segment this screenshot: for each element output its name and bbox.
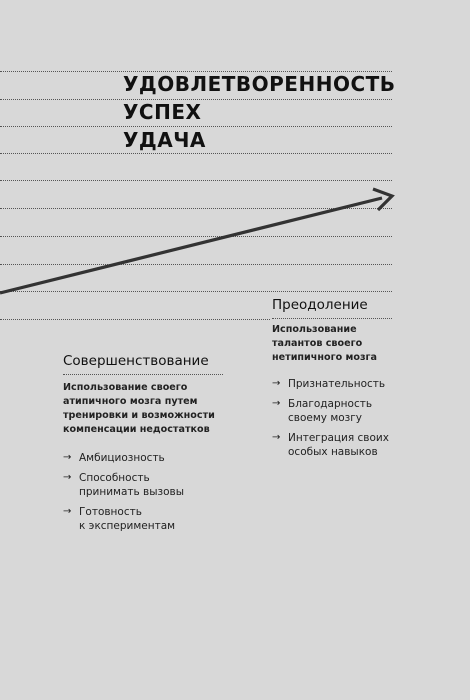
block-heading: Преодоление	[272, 297, 368, 313]
arrow-right-icon: →	[63, 506, 72, 517]
list-item	[63, 451, 263, 465]
title-line-3: УДАЧА	[123, 128, 206, 152]
list-item-text: своему мозгу	[288, 412, 362, 424]
list-item-text: Благодарность	[288, 398, 373, 410]
list-item-text: Признательность	[288, 378, 386, 390]
item-list	[272, 377, 452, 459]
block-improvement	[63, 353, 263, 539]
description-line: атипичного мозга путем	[63, 396, 198, 407]
block-overcoming	[272, 297, 452, 465]
description-line: тренировки и возможности	[63, 410, 215, 421]
description-line: талантов своего	[272, 338, 363, 349]
list-item	[272, 431, 452, 459]
list-item-text: Амбициозность	[79, 452, 165, 464]
arrow-right-icon: →	[272, 378, 281, 389]
arrow-right-icon: →	[272, 398, 281, 409]
title-line-1: УДОВЛЕТВОРЕННОСТЬ	[123, 72, 396, 96]
list-item	[272, 377, 452, 391]
title-line-2: УСПЕХ	[123, 100, 202, 124]
block-description	[63, 381, 263, 437]
description-line: компенсации недостатков	[63, 424, 210, 435]
arrow-right-icon: →	[63, 452, 72, 463]
list-item-text: особых навыков	[288, 446, 378, 458]
list-item-text: Интеграция своих	[288, 432, 389, 444]
list-item-text: к экспериментам	[79, 520, 176, 532]
description-line: Использование	[272, 324, 357, 335]
description-line: нетипичного мозга	[272, 352, 378, 363]
item-list	[63, 451, 263, 533]
arrow-right-icon: →	[63, 472, 72, 483]
list-item-text: Способность	[79, 472, 150, 484]
arrow-right-icon: →	[272, 432, 281, 443]
list-item	[63, 471, 263, 499]
list-item	[272, 397, 452, 425]
heading-underline	[63, 374, 223, 375]
heading-underline	[272, 318, 392, 319]
description-line: Использование своего	[63, 382, 188, 393]
block-heading: Совершенствование	[63, 353, 209, 369]
list-item-text: принимать вызовы	[79, 486, 185, 498]
block-description	[272, 323, 452, 365]
list-item	[63, 505, 263, 533]
list-item-text: Готовность	[79, 506, 142, 518]
